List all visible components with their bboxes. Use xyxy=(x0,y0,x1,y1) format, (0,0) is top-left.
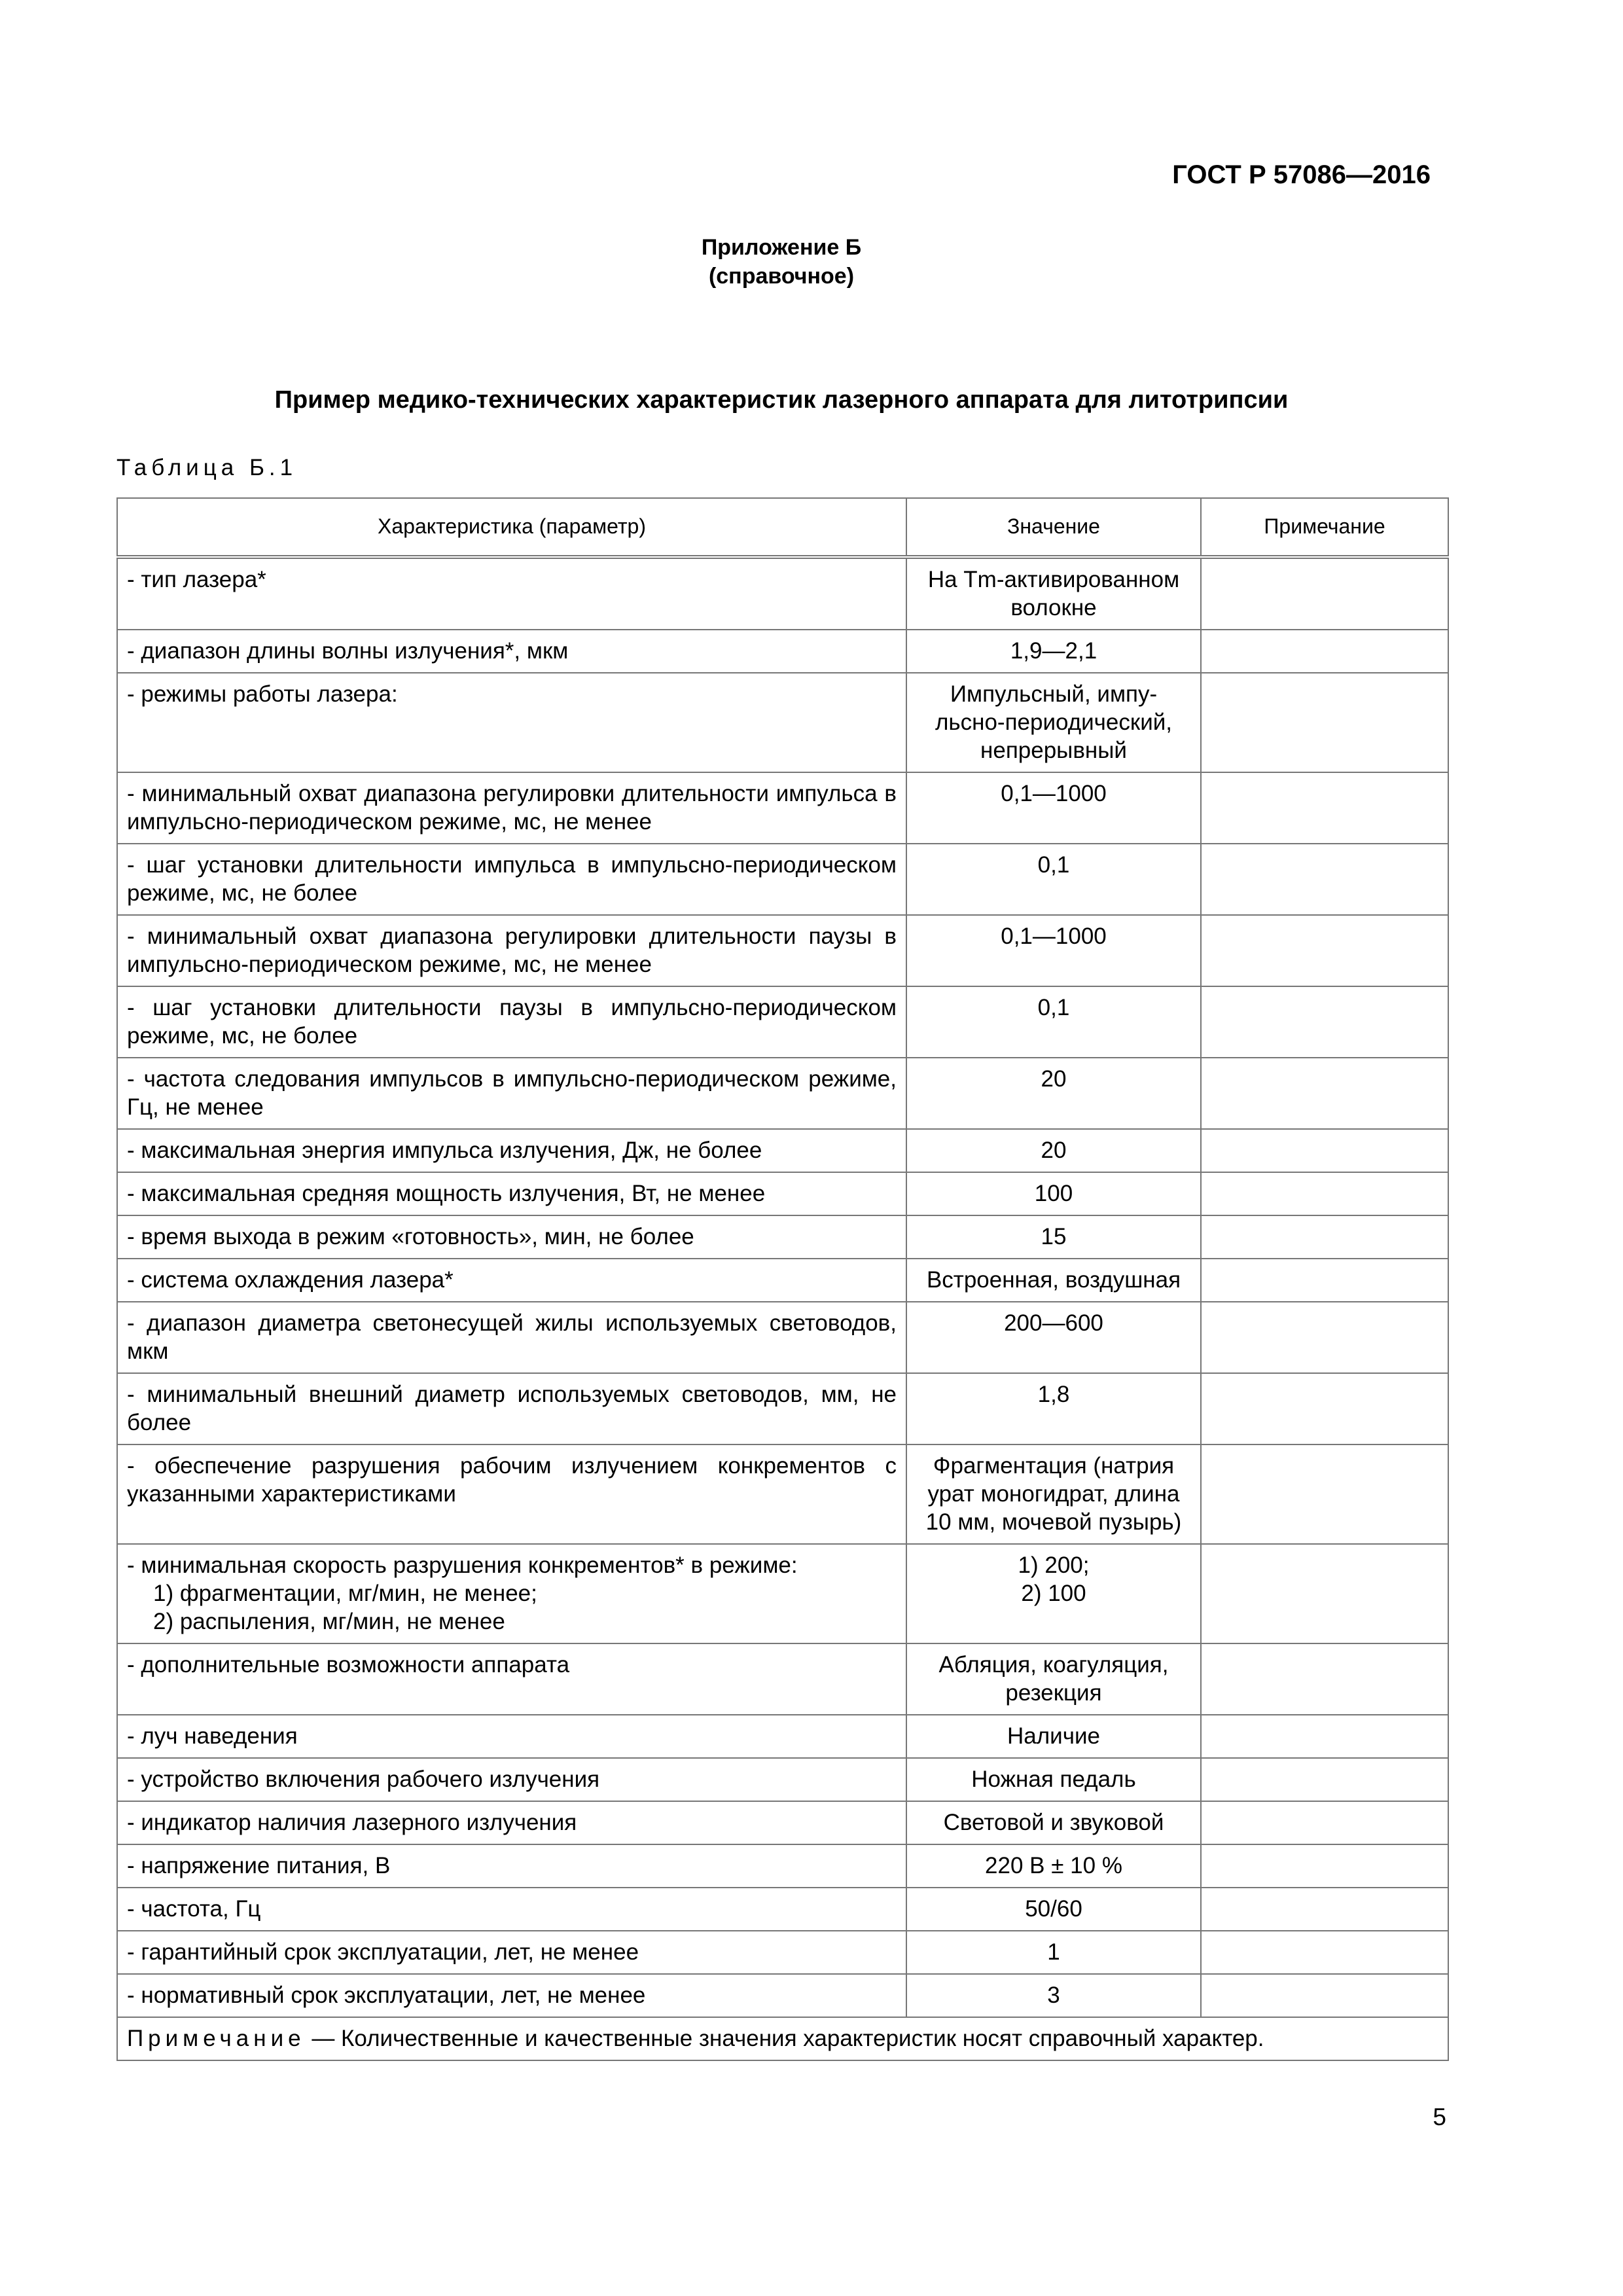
row-value: 200—600 xyxy=(906,1302,1201,1373)
row-value: 20 xyxy=(906,1058,1201,1129)
table-row xyxy=(117,673,1448,772)
row-param: - обеспечение разрушения рабочим излучением конкрементов с указанными характеристиками xyxy=(117,1444,906,1544)
table-row xyxy=(117,1302,1448,1373)
row-note xyxy=(1201,1129,1448,1172)
row-value: 220 В ± 10 % xyxy=(906,1844,1201,1888)
row-value: Ножная педаль xyxy=(906,1758,1201,1801)
row-param: - минимальный охват диапазона регулировки длительности импульса в импульсно-периодическом режиме, мс, не менее xyxy=(117,772,906,844)
table-row xyxy=(117,986,1448,1058)
row-note xyxy=(1201,1844,1448,1888)
row-note xyxy=(1201,1058,1448,1129)
table-footnote-row xyxy=(117,2017,1448,2060)
row-value: 3 xyxy=(906,1974,1201,2017)
table-row xyxy=(117,1373,1448,1444)
row-note xyxy=(1201,772,1448,844)
row-value: Наличие xyxy=(906,1715,1201,1758)
row-param-text: - минимальная скорость разрушения конкрементов* в режиме: xyxy=(127,1552,798,1578)
row-param xyxy=(117,1544,906,1643)
table-row xyxy=(117,1643,1448,1715)
row-value: Встроенная, воздушная xyxy=(906,1259,1201,1302)
table-row xyxy=(117,1758,1448,1801)
row-note xyxy=(1201,844,1448,915)
row-value: 1 xyxy=(906,1931,1201,1974)
header-note: Примечание xyxy=(1201,498,1448,557)
row-note xyxy=(1201,1373,1448,1444)
row-note xyxy=(1201,1643,1448,1715)
table-row xyxy=(117,1544,1448,1643)
row-value: 1,8 xyxy=(906,1373,1201,1444)
table-row xyxy=(117,1715,1448,1758)
row-param-item: 2) распыления, мг/мин, не менее xyxy=(153,1609,505,1634)
row-note xyxy=(1201,630,1448,673)
row-param: - дополнительные возможности аппарата xyxy=(117,1643,906,1715)
row-param: - диапазон длины волны излучения*, мкм xyxy=(117,630,906,673)
row-note xyxy=(1201,1444,1448,1544)
table-row xyxy=(117,1215,1448,1259)
row-value: Световой и звуковой xyxy=(906,1801,1201,1844)
footnote-label: Примечание xyxy=(127,2026,306,2051)
row-param-item: 1) фрагментации, мг/мин, не менее; xyxy=(153,1581,537,1606)
row-value-item: 1) 200; xyxy=(1018,1552,1090,1578)
table-row xyxy=(117,1801,1448,1844)
row-note xyxy=(1201,915,1448,986)
document-id: ГОСТ Р 57086—2016 xyxy=(1172,160,1431,189)
appendix-subtitle: (справочное) xyxy=(708,264,855,289)
row-note xyxy=(1201,1172,1448,1215)
table-row xyxy=(117,630,1448,673)
table-row xyxy=(117,1172,1448,1215)
row-param: - минимальный охват диапазона регулировки длительности паузы в импульсно-периодическом режиме, мс, не менее xyxy=(117,915,906,986)
header-parameter: Характеристика (параметр) xyxy=(117,498,906,557)
table-row xyxy=(117,1129,1448,1172)
row-value: 0,1 xyxy=(906,986,1201,1058)
row-note xyxy=(1201,1801,1448,1844)
row-note xyxy=(1201,1302,1448,1373)
table-row xyxy=(117,844,1448,915)
row-value: 100 xyxy=(906,1172,1201,1215)
characteristics-table xyxy=(116,497,1449,2061)
row-param: - время выхода в режим «готовность», мин, не более xyxy=(117,1215,906,1259)
table-header-row xyxy=(117,498,1448,557)
row-value: Абляция, коагуляция, резекция xyxy=(906,1643,1201,1715)
row-note xyxy=(1201,986,1448,1058)
row-param: - минимальный внешний диаметр используемых световодов, мм, не более xyxy=(117,1373,906,1444)
row-param: - шаг установки длительности паузы в импульсно-периодическом режиме, мс, не более xyxy=(117,986,906,1058)
row-param: - диапазон диаметра светонесущей жилы используемых световодов, мкм xyxy=(117,1302,906,1373)
row-value: На Tm-активированном волокне xyxy=(906,557,1201,630)
row-value: 0,1 xyxy=(906,844,1201,915)
row-param: - частота, Гц xyxy=(117,1888,906,1931)
row-param: - максимальная средняя мощность излучения, Вт, не менее xyxy=(117,1172,906,1215)
row-value: Фрагментация (натрия урат моногидрат, длина 10 мм, мочевой пузырь) xyxy=(906,1444,1201,1544)
appendix-heading xyxy=(0,233,1563,291)
row-param: - максимальная энергия импульса излучения, Дж, не более xyxy=(117,1129,906,1172)
footnote-text: — Количественные и качественные значения характеристик носят справочный характер. xyxy=(305,2026,1264,2051)
table-row xyxy=(117,1444,1448,1544)
table-row xyxy=(117,1931,1448,1974)
page-number: 5 xyxy=(1433,2104,1446,2130)
row-param: - режимы работы лазера: xyxy=(117,673,906,772)
row-value: 20 xyxy=(906,1129,1201,1172)
row-param: - шаг установки длительности импульса в импульсно-периодическом режиме, мс, не более xyxy=(117,844,906,915)
row-value: 0,1—1000 xyxy=(906,915,1201,986)
table-row xyxy=(117,1974,1448,2017)
header-value: Значение xyxy=(906,498,1201,557)
row-value-item: 2) 100 xyxy=(1021,1581,1086,1606)
row-note xyxy=(1201,557,1448,630)
table-row xyxy=(117,1844,1448,1888)
row-note xyxy=(1201,1888,1448,1931)
table-row xyxy=(117,1888,1448,1931)
row-note xyxy=(1201,1215,1448,1259)
row-param: - нормативный срок эксплуатации, лет, не менее xyxy=(117,1974,906,2017)
row-param: - луч наведения xyxy=(117,1715,906,1758)
row-value: Импульсный, импу-льсно-периодический, непрерывный xyxy=(906,673,1201,772)
row-value: 1,9—2,1 xyxy=(906,630,1201,673)
row-note xyxy=(1201,1758,1448,1801)
row-note xyxy=(1201,1931,1448,1974)
row-value: 50/60 xyxy=(906,1888,1201,1931)
row-param: - частота следования импульсов в импульсно-периодическом режиме, Гц, не менее xyxy=(117,1058,906,1129)
table-row xyxy=(117,915,1448,986)
row-note xyxy=(1201,1544,1448,1643)
row-note xyxy=(1201,1715,1448,1758)
row-note xyxy=(1201,1974,1448,2017)
table-footnote xyxy=(117,2017,1448,2060)
row-param: - тип лазера* xyxy=(117,557,906,630)
row-param: - гарантийный срок эксплуатации, лет, не менее xyxy=(117,1931,906,1974)
table-row xyxy=(117,557,1448,630)
row-note xyxy=(1201,673,1448,772)
table-row xyxy=(117,1058,1448,1129)
table-caption: Таблица Б.1 xyxy=(116,455,298,480)
table-row xyxy=(117,772,1448,844)
appendix-title: Приложение Б xyxy=(701,235,862,260)
row-value xyxy=(906,1544,1201,1643)
row-note xyxy=(1201,1259,1448,1302)
row-param: - устройство включения рабочего излучения xyxy=(117,1758,906,1801)
table-row xyxy=(117,1259,1448,1302)
row-param: - индикатор наличия лазерного излучения xyxy=(117,1801,906,1844)
row-value: 15 xyxy=(906,1215,1201,1259)
row-param: - система охлаждения лазера* xyxy=(117,1259,906,1302)
row-value: 0,1—1000 xyxy=(906,772,1201,844)
row-param: - напряжение питания, В xyxy=(117,1844,906,1888)
page-title: Пример медико-технических характеристик лазерного аппарата для литотрипсии xyxy=(274,386,1289,414)
